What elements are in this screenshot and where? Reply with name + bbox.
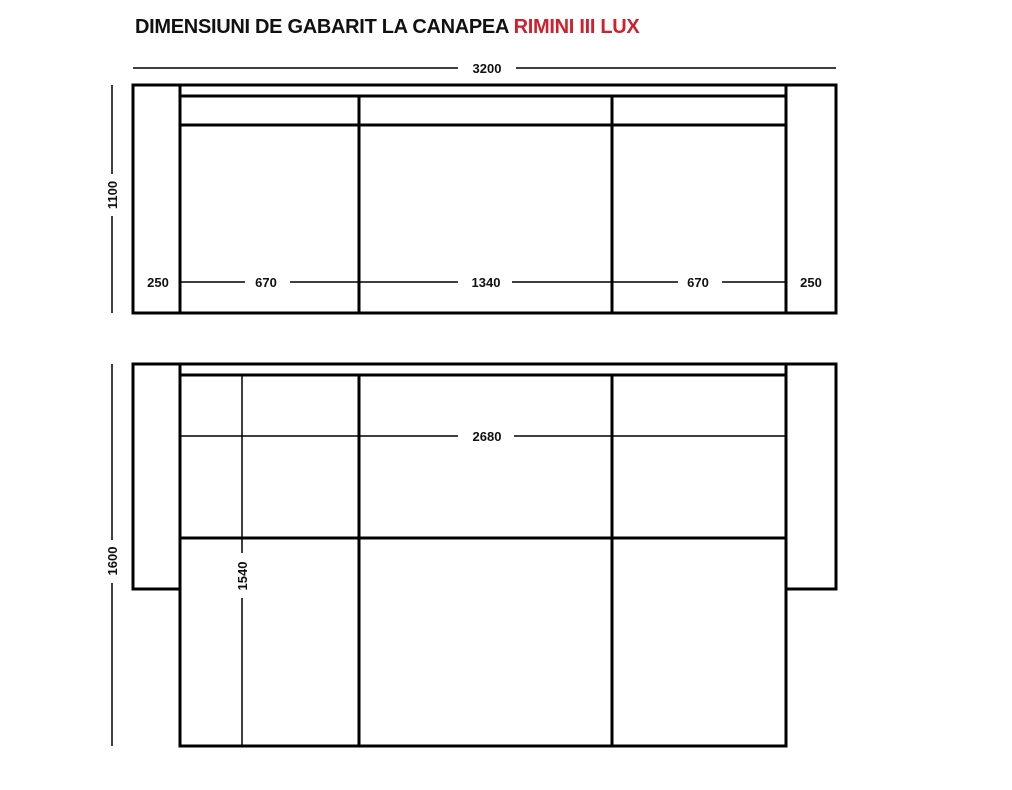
top-view — [105, 61, 836, 313]
title-model: RIMINI III LUX — [513, 16, 640, 38]
title-main: DIMENSIUNI DE GABARIT LA CANAPEA — [135, 16, 509, 38]
segment-middle-seat: 1340 — [471, 275, 501, 290]
sleep-length-label: 1540 — [235, 561, 250, 591]
segment-left-seat: 670 — [255, 275, 277, 290]
overall-width-label: 3200 — [472, 61, 502, 76]
depth-label: 1100 — [105, 180, 120, 210]
segment-right-seat: 670 — [687, 275, 709, 290]
bed-right-armrest — [786, 364, 836, 589]
inner-width-label: 2680 — [472, 429, 502, 444]
segment-right-armrest: 250 — [800, 275, 822, 290]
bed-depth-label: 1600 — [105, 546, 120, 576]
bottom-view — [105, 364, 836, 746]
segment-left-armrest: 250 — [147, 275, 169, 290]
bed-left-armrest — [133, 364, 180, 589]
bed-frame — [180, 364, 786, 746]
